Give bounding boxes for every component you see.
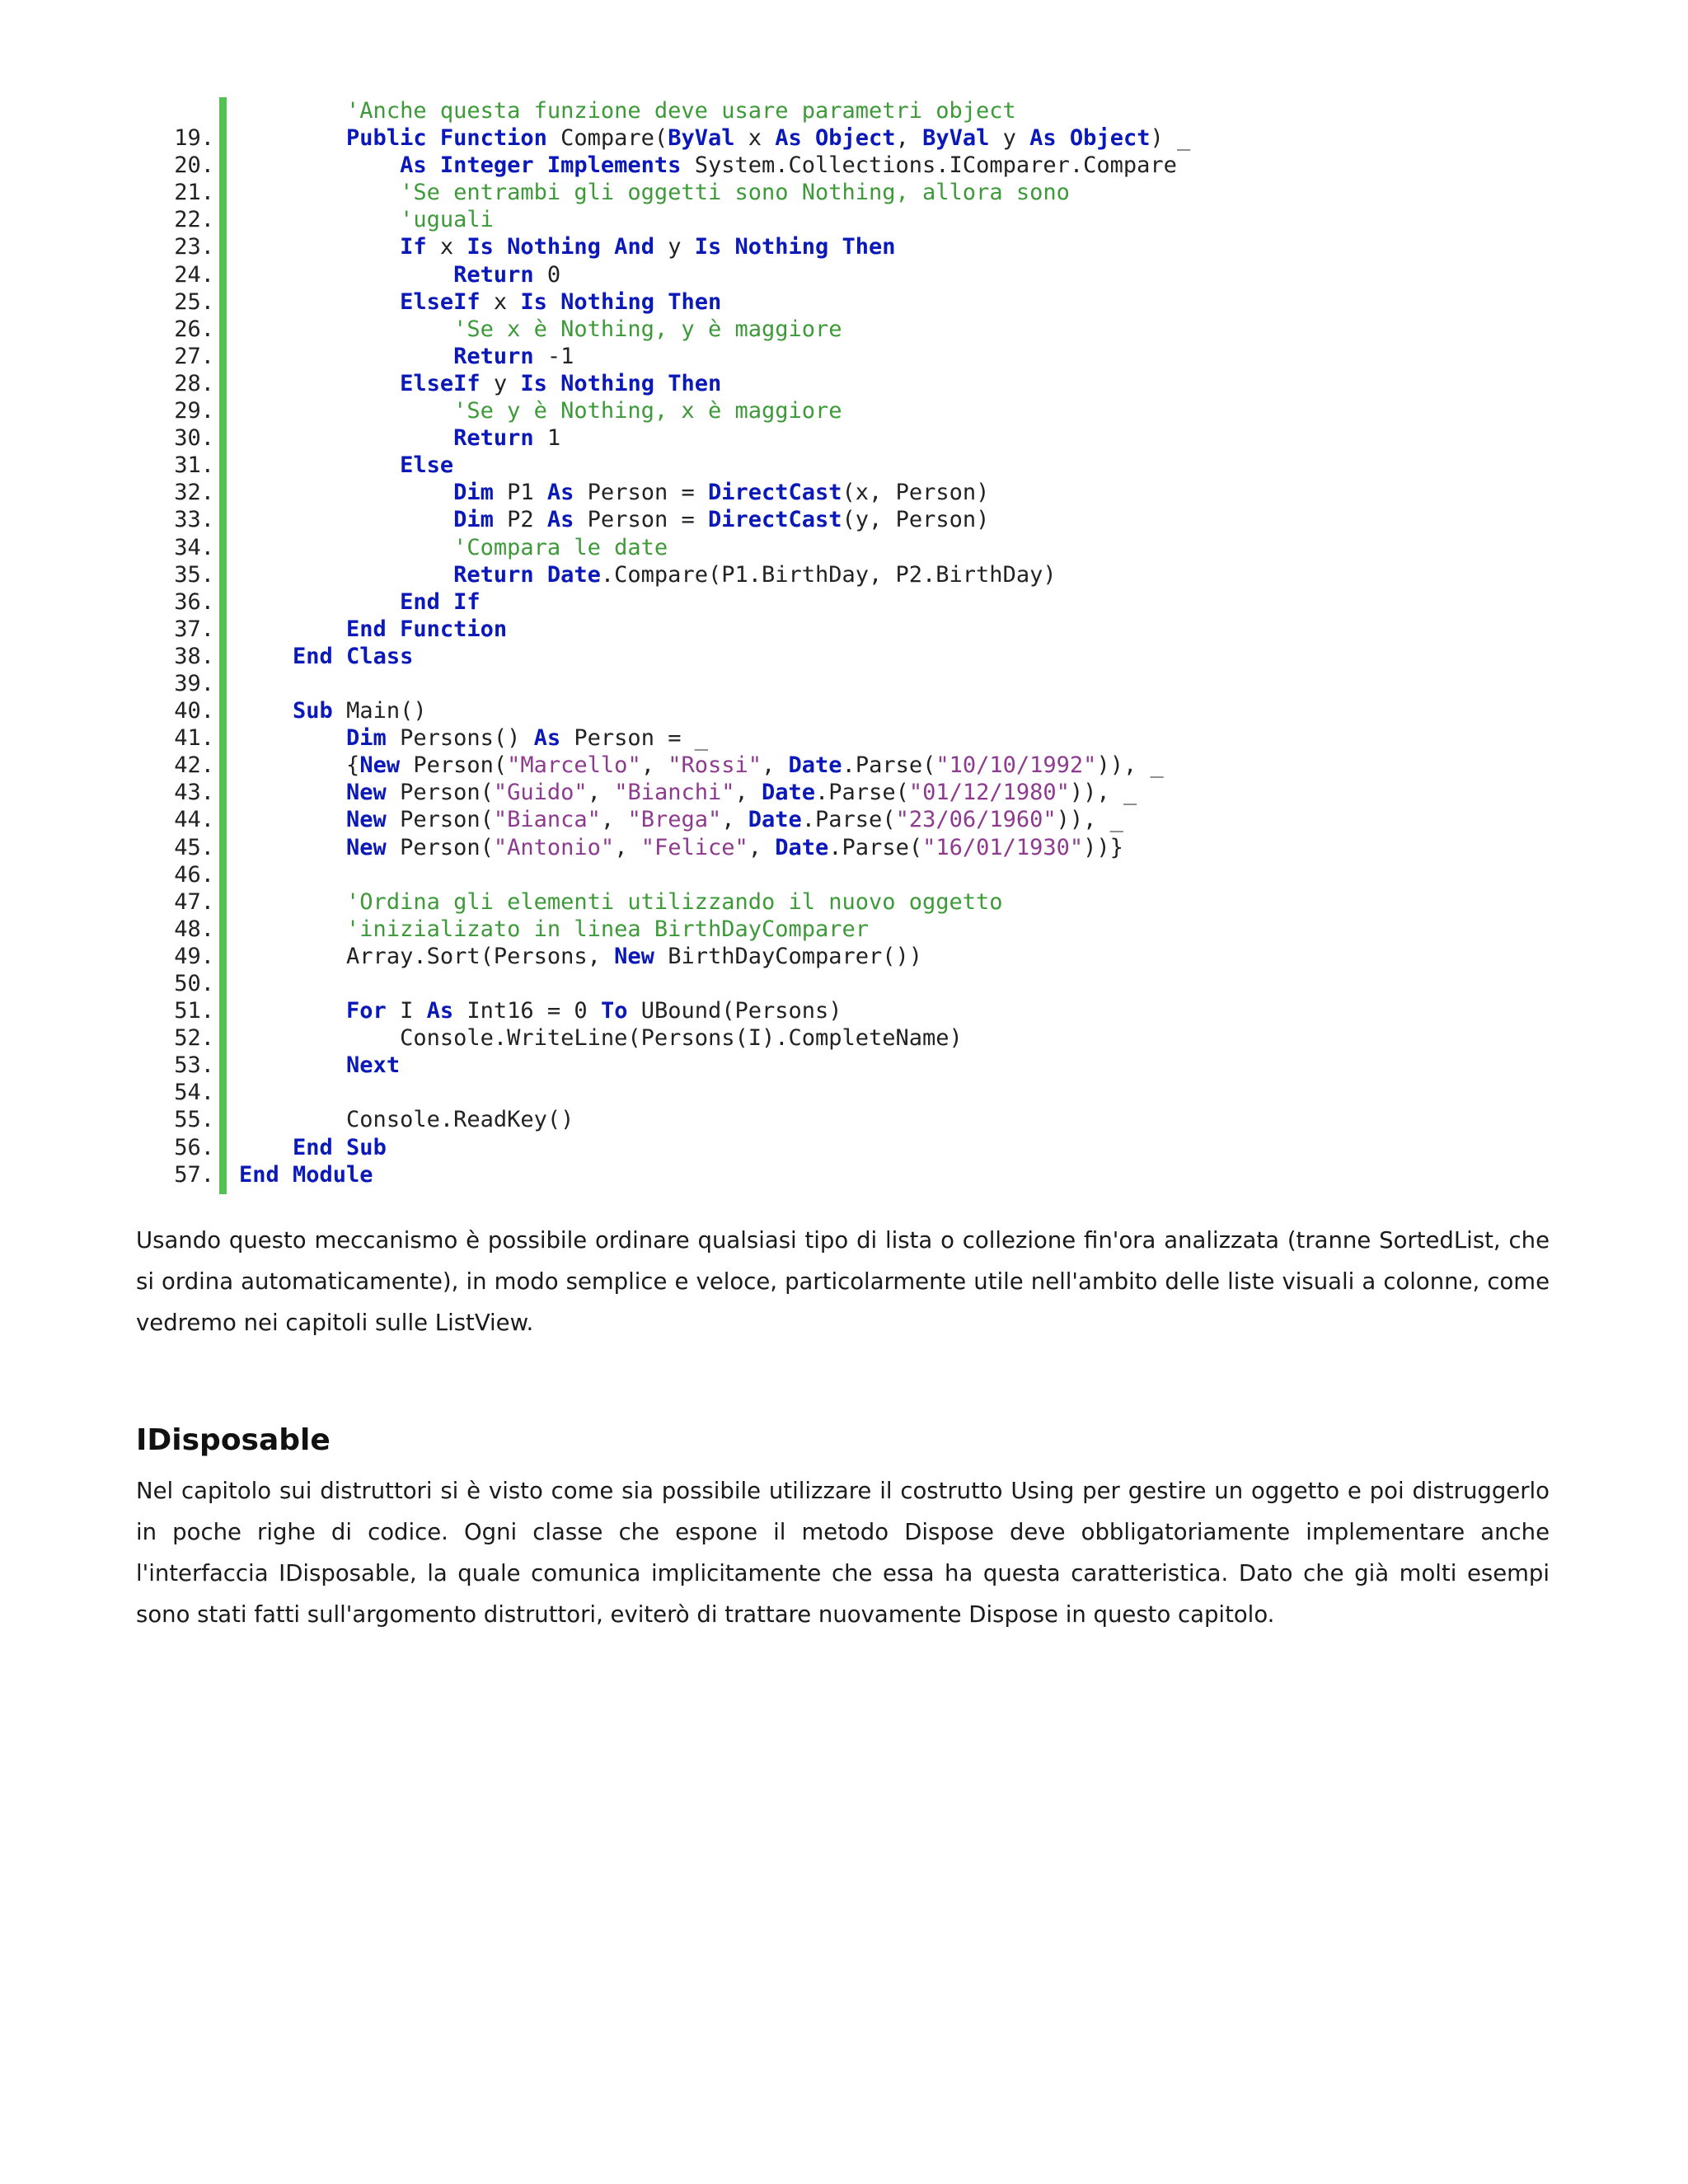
indent xyxy=(239,344,453,369)
line-number: 41. xyxy=(174,725,214,752)
code-string: "Antonio" xyxy=(493,834,615,860)
line-code xyxy=(239,343,574,370)
code-text: BirthDayComparer()) xyxy=(654,943,923,969)
indent xyxy=(239,944,346,969)
line-number: 19. xyxy=(174,125,214,152)
line-code xyxy=(239,1024,963,1052)
code-comment: 'Compara le date xyxy=(453,534,668,560)
code-keyword: Dim xyxy=(453,507,494,533)
code-line xyxy=(124,424,1278,452)
indent xyxy=(239,562,453,588)
line-number: 33. xyxy=(174,507,214,533)
code-keyword: DirectCast xyxy=(707,507,842,533)
line-code xyxy=(239,779,1137,806)
code-string: "Brega" xyxy=(627,807,722,833)
indent xyxy=(239,535,453,560)
code-string: "Rossi" xyxy=(668,752,762,779)
code-text: ))} xyxy=(1083,834,1123,860)
line-number: 40. xyxy=(174,698,214,724)
code-keyword: Is Nothing Then xyxy=(694,234,896,260)
code-keyword: New xyxy=(346,807,387,833)
code-keyword: End Module xyxy=(239,1161,373,1188)
line-number: 21. xyxy=(174,180,214,206)
line-number: 55. xyxy=(174,1107,214,1133)
code-text: , xyxy=(640,752,668,779)
code-text: 1 xyxy=(533,425,561,452)
indent xyxy=(239,98,346,124)
line-number: 38. xyxy=(174,643,214,669)
code-keyword: New xyxy=(346,780,387,806)
line-code xyxy=(239,616,507,643)
line-code xyxy=(239,943,922,970)
code-text: (x, Person) xyxy=(842,480,990,506)
code-line xyxy=(124,179,1278,206)
code-keyword: To xyxy=(600,998,628,1024)
line-code xyxy=(239,588,481,616)
line-number: 22. xyxy=(174,207,214,233)
code-text: ) _ xyxy=(1150,125,1191,152)
line-code xyxy=(239,316,842,343)
code-keyword: End Class xyxy=(293,643,414,669)
body-paragraph: Nel capitolo sui distruttori si è visto come sia possibile utilizzare il costrutto Using per gestire un oggetto e poi distruggerlo in poche righe di codice. Ogni classe che espone il metodo Dispose deve obbligatoriamente implementare anche l'interfaccia IDisposable, la quale comunica implicitamente che essa ha questa caratteristica. Dato che già molti esempi sono stati fatti sull'argomento distruttori, eviterò di trattare nuovamente Dispose in questo capitolo. xyxy=(136,1478,1550,1628)
code-keyword: Is Nothing Then xyxy=(520,370,722,396)
indent xyxy=(239,616,346,642)
indent xyxy=(239,316,453,342)
code-text: , xyxy=(721,807,748,833)
code-text: Person( xyxy=(386,807,494,833)
code-keyword: DirectCast xyxy=(707,480,842,506)
code-comment: 'uguali xyxy=(400,207,494,233)
line-number: 27. xyxy=(174,343,214,369)
line-code xyxy=(239,834,1123,861)
code-line xyxy=(124,561,1278,588)
code-line xyxy=(124,724,1278,752)
line-number: 45. xyxy=(174,834,214,860)
line-code xyxy=(239,370,721,397)
code-line xyxy=(124,343,1278,370)
code-keyword: Is Nothing Then xyxy=(520,288,722,315)
code-keyword: Date xyxy=(748,807,802,833)
line-code xyxy=(239,1161,373,1188)
code-text: , xyxy=(895,125,923,152)
code-keyword: Else xyxy=(400,452,454,479)
code-line xyxy=(124,970,1278,997)
line-number: 48. xyxy=(174,916,214,942)
code-text: I xyxy=(386,998,427,1024)
code-line xyxy=(124,861,1278,888)
line-number: 46. xyxy=(174,861,214,888)
code-line xyxy=(124,506,1278,533)
indent xyxy=(239,807,346,832)
code-keyword: End Sub xyxy=(293,1134,387,1160)
line-number: 51. xyxy=(174,998,214,1024)
code-line xyxy=(124,997,1278,1024)
line-code xyxy=(239,561,1057,588)
code-text: y xyxy=(480,370,521,396)
code-keyword: Next xyxy=(346,1052,401,1079)
code-keyword: As Integer Implements xyxy=(400,152,682,179)
line-number: 54. xyxy=(174,1080,214,1106)
code-keyword: ElseIf xyxy=(400,370,481,396)
code-text: )), _ xyxy=(1069,780,1137,806)
code-string: "23/06/1960" xyxy=(895,807,1057,833)
code-text: x xyxy=(480,288,521,315)
code-comment: 'Se x è Nothing, y è maggiore xyxy=(453,316,842,342)
code-text: Person = xyxy=(574,480,708,506)
indent xyxy=(239,1107,346,1132)
code-line xyxy=(124,152,1278,179)
code-keyword: Return xyxy=(453,425,534,452)
indent xyxy=(239,480,453,505)
code-keyword: As Object xyxy=(775,125,896,152)
line-number: 56. xyxy=(174,1134,214,1160)
line-number: 49. xyxy=(174,943,214,969)
code-text: Array.Sort(Persons, xyxy=(346,943,615,969)
line-number: 30. xyxy=(174,425,214,452)
indent xyxy=(239,589,400,615)
code-line xyxy=(124,124,1278,152)
indent xyxy=(239,698,293,724)
line-number: 25. xyxy=(174,288,214,315)
line-number: 44. xyxy=(174,807,214,833)
line-number: 47. xyxy=(174,888,214,915)
code-string: "Felice" xyxy=(640,834,748,860)
line-code xyxy=(239,697,427,724)
code-keyword: ByVal xyxy=(668,125,735,152)
code-keyword: Return Date xyxy=(453,561,601,588)
code-text: P1 xyxy=(493,480,547,506)
code-text: Person = _ xyxy=(560,725,708,752)
code-line xyxy=(124,916,1278,943)
code-keyword: If xyxy=(400,234,427,260)
indent xyxy=(239,152,400,178)
line-code xyxy=(239,179,1070,206)
code-text: Person( xyxy=(386,780,494,806)
body-paragraph: Usando questo meccanismo è possibile ordinare qualsiasi tipo di lista o collezione fin'ora analizzata (tranne SortedList, che si ordina automaticamente), in modo semplice e veloce, particolarmente utile nell'ambito delle liste visuali a colonne, come vedremo nei capitoli sulle ListView. xyxy=(136,1227,1550,1336)
code-keyword: End If xyxy=(400,588,481,615)
line-code xyxy=(239,206,494,233)
line-code xyxy=(239,424,560,452)
line-number: 32. xyxy=(174,480,214,506)
line-code xyxy=(239,152,1177,179)
code-keyword: Date xyxy=(762,780,816,806)
code-text: { xyxy=(346,752,360,779)
code-keyword: New xyxy=(359,752,401,779)
line-number: 37. xyxy=(174,616,214,642)
code-line xyxy=(124,1161,1278,1188)
code-line xyxy=(124,452,1278,479)
line-number: 24. xyxy=(174,261,214,288)
code-text: , xyxy=(762,752,789,779)
indent xyxy=(239,752,346,778)
code-keyword: As xyxy=(426,998,454,1024)
line-number: 43. xyxy=(174,780,214,806)
code-keyword: Date xyxy=(775,834,829,860)
code-keyword: As xyxy=(546,507,574,533)
code-string: "Bianchi" xyxy=(614,780,735,806)
code-keyword: As Object xyxy=(1029,125,1151,152)
line-code xyxy=(239,506,989,533)
code-line xyxy=(124,1079,1278,1106)
line-number: 53. xyxy=(174,1052,214,1079)
code-keyword: Sub xyxy=(293,698,333,724)
code-keyword: Return xyxy=(453,261,534,288)
code-line xyxy=(124,370,1278,397)
code-text: -1 xyxy=(533,343,574,369)
indent xyxy=(239,125,346,151)
code-keyword: Return xyxy=(453,343,534,369)
code-text: Person( xyxy=(386,834,494,860)
line-number: 52. xyxy=(174,1025,214,1052)
code-text: .Parse( xyxy=(842,752,936,779)
indent xyxy=(239,371,400,396)
code-comment: 'Se y è Nothing, x è maggiore xyxy=(453,398,842,424)
code-line xyxy=(124,206,1278,233)
code-line xyxy=(124,752,1278,779)
code-keyword: Public Function xyxy=(346,125,547,152)
line-code xyxy=(239,806,1123,833)
section-heading: IDisposable xyxy=(136,1423,331,1457)
code-comment: 'Ordina gli elementi utilizzando il nuovo oggetto xyxy=(346,888,1003,915)
code-comment: 'Se entrambi gli oggetti sono Nothing, allora sono xyxy=(400,180,1070,206)
code-text: , xyxy=(748,834,776,860)
code-line xyxy=(124,888,1278,916)
code-line xyxy=(124,643,1278,670)
line-code xyxy=(239,724,708,752)
line-code xyxy=(239,397,842,424)
indent xyxy=(239,425,453,451)
line-code xyxy=(239,1106,574,1133)
code-line xyxy=(124,97,1278,124)
code-text: Console.WriteLine(Persons(I).CompleteName) xyxy=(400,1025,963,1052)
code-string: "10/10/1992" xyxy=(935,752,1097,779)
code-text: , xyxy=(614,834,641,860)
code-text: .Parse( xyxy=(801,807,896,833)
code-line xyxy=(124,779,1278,806)
code-text: Person( xyxy=(400,752,508,779)
line-number: 23. xyxy=(174,234,214,260)
code-line xyxy=(124,670,1278,697)
line-code xyxy=(239,752,1164,779)
indent xyxy=(239,234,400,260)
code-text: .Parse( xyxy=(815,780,909,806)
line-code xyxy=(239,97,1016,124)
code-text: .Parse( xyxy=(828,834,923,860)
line-number: 20. xyxy=(174,152,214,179)
code-line xyxy=(124,479,1278,506)
indent xyxy=(239,1135,293,1160)
code-text: Console.ReadKey() xyxy=(346,1107,574,1133)
line-code xyxy=(239,1134,387,1161)
line-number: 57. xyxy=(174,1161,214,1188)
code-keyword: Dim xyxy=(346,725,387,752)
code-keyword: For xyxy=(346,998,387,1024)
code-text: x xyxy=(426,234,467,260)
code-line xyxy=(124,288,1278,316)
code-text: Person = xyxy=(574,507,708,533)
line-number: 39. xyxy=(174,670,214,696)
code-text: (y, Person) xyxy=(842,507,990,533)
indent xyxy=(239,1052,346,1078)
indent xyxy=(239,289,400,315)
code-line xyxy=(124,1134,1278,1161)
code-text: Main() xyxy=(332,698,427,724)
code-text: .Compare(P1.BirthDay, P2.BirthDay) xyxy=(600,561,1057,588)
line-code xyxy=(239,261,560,288)
code-line xyxy=(124,588,1278,616)
code-text: UBound(Persons) xyxy=(627,998,842,1024)
line-code xyxy=(239,888,1003,916)
code-text: y xyxy=(989,125,1030,152)
code-keyword: End Function xyxy=(346,616,508,642)
line-number: 50. xyxy=(174,971,214,996)
line-code xyxy=(239,1052,400,1079)
line-number: 34. xyxy=(174,534,214,560)
code-keyword: New xyxy=(346,834,387,860)
code-keyword: New xyxy=(614,943,654,969)
code-line xyxy=(124,697,1278,724)
indent xyxy=(239,507,453,532)
line-code xyxy=(239,643,413,670)
indent xyxy=(239,998,346,1024)
code-keyword: Dim xyxy=(453,480,494,506)
line-number: 35. xyxy=(174,561,214,588)
code-keyword: Date xyxy=(788,752,842,779)
line-code xyxy=(239,534,668,561)
indent xyxy=(239,889,346,915)
line-code xyxy=(239,916,869,943)
code-keyword: ByVal xyxy=(922,125,990,152)
code-keyword: ElseIf xyxy=(400,288,481,315)
code-text: P2 xyxy=(493,507,547,533)
code-text: )), _ xyxy=(1056,807,1123,833)
code-text: )), _ xyxy=(1096,752,1164,779)
code-lines xyxy=(124,97,1278,1188)
line-code xyxy=(239,452,453,479)
code-listing xyxy=(124,97,1278,1188)
code-text: Persons() xyxy=(386,725,534,752)
code-keyword: As xyxy=(546,480,574,506)
line-code xyxy=(239,288,721,316)
line-number: 42. xyxy=(174,752,214,779)
line-number: 31. xyxy=(174,452,214,479)
code-keyword: Is Nothing And xyxy=(467,234,654,260)
line-code xyxy=(239,233,896,260)
code-comment: 'inizializato in linea BirthDayComparer xyxy=(346,916,870,942)
indent xyxy=(239,725,346,751)
code-text: , xyxy=(734,780,762,806)
indent xyxy=(239,398,453,424)
indent xyxy=(239,644,293,669)
code-line xyxy=(124,1106,1278,1133)
code-text: , xyxy=(600,807,628,833)
line-number: 29. xyxy=(174,398,214,424)
code-string: "Bianca" xyxy=(493,807,601,833)
line-code xyxy=(239,997,842,1024)
code-comment: 'Anche questa funzione deve usare parametri object xyxy=(346,98,1016,124)
code-text: x xyxy=(734,125,776,152)
indent xyxy=(239,835,346,860)
code-text: Compare( xyxy=(546,125,668,152)
indent xyxy=(239,207,400,232)
line-code xyxy=(239,124,1190,152)
code-line xyxy=(124,316,1278,343)
code-text: Int16 = 0 xyxy=(453,998,601,1024)
code-string: "Guido" xyxy=(493,780,588,806)
line-number: 28. xyxy=(174,370,214,396)
code-string: "Marcello" xyxy=(507,752,641,779)
line-number: 26. xyxy=(174,316,214,342)
code-line xyxy=(124,534,1278,561)
line-code xyxy=(239,479,989,506)
code-line xyxy=(124,1024,1278,1052)
code-string: "16/01/1930" xyxy=(922,834,1084,860)
code-line xyxy=(124,1052,1278,1079)
code-text: 0 xyxy=(533,261,561,288)
code-line xyxy=(124,834,1278,861)
code-text: System.Collections.IComparer.Compare xyxy=(681,152,1177,179)
indent xyxy=(239,1025,400,1051)
indent xyxy=(239,180,400,205)
code-text: , xyxy=(587,780,615,806)
code-string: "01/12/1980" xyxy=(908,780,1070,806)
code-line xyxy=(124,806,1278,833)
code-line xyxy=(124,616,1278,643)
indent xyxy=(239,780,346,805)
code-text: y xyxy=(654,234,695,260)
indent xyxy=(239,916,346,942)
line-number: 36. xyxy=(174,588,214,615)
code-line xyxy=(124,397,1278,424)
indent xyxy=(239,452,400,478)
indent xyxy=(239,262,453,288)
code-line xyxy=(124,261,1278,288)
code-keyword: As xyxy=(533,725,561,752)
code-line xyxy=(124,943,1278,970)
code-line xyxy=(124,233,1278,260)
